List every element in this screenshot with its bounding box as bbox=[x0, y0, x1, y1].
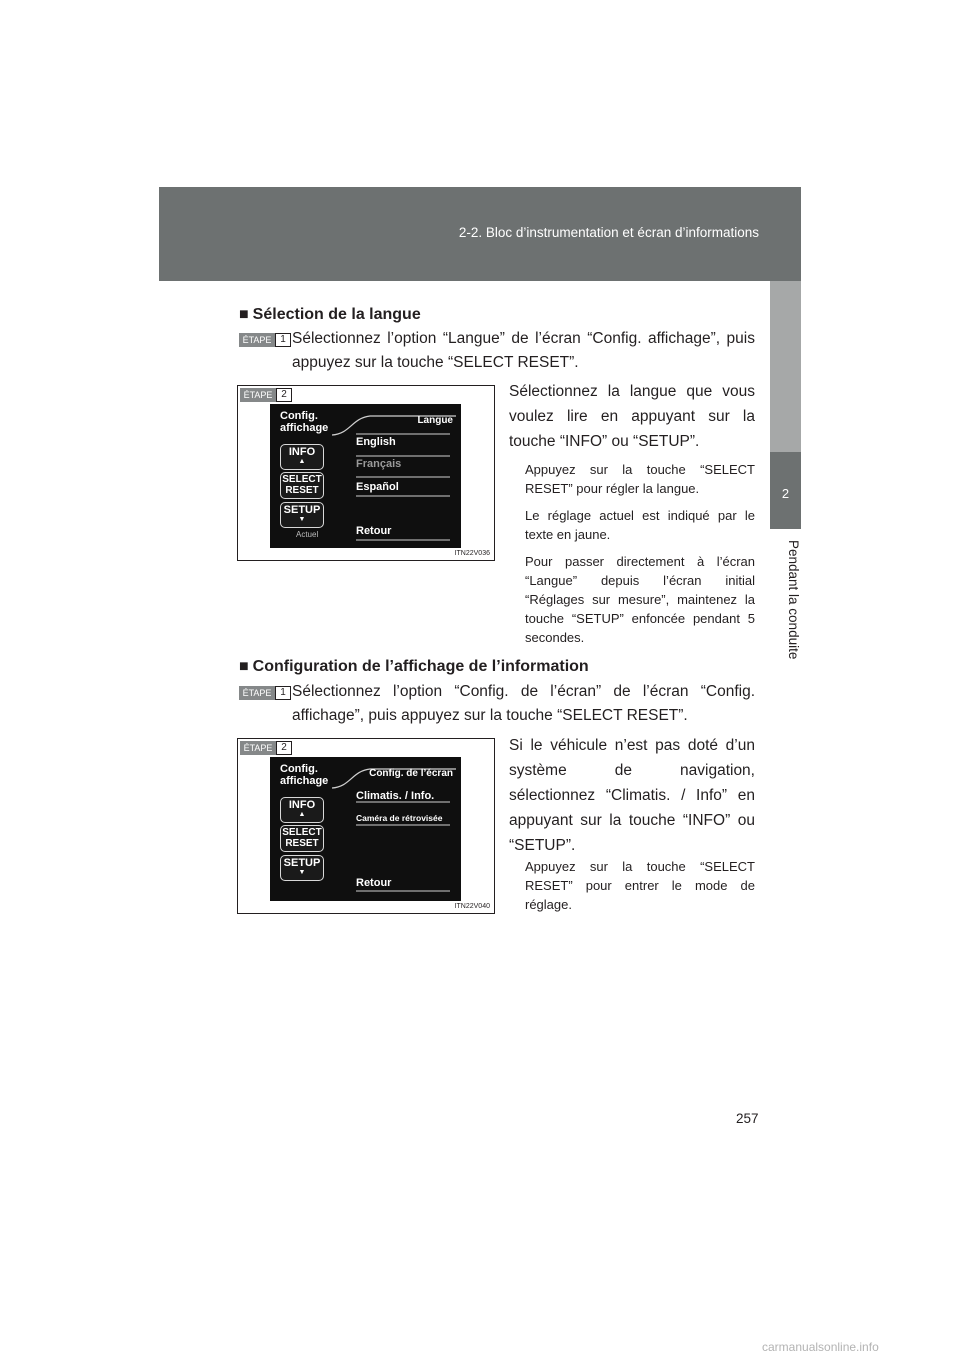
header-band bbox=[159, 187, 801, 281]
note-2: Le réglage actuel est indiqué par le texte en jaune. bbox=[525, 508, 755, 542]
setup-button: SETUP ▼ bbox=[280, 855, 324, 881]
step-2-text: Sélectionnez la langue que vous voulez lire en appuyant sur la touche “INFO” ou “SETUP”. bbox=[509, 383, 755, 450]
select-reset-button: SELECT RESET bbox=[280, 472, 324, 499]
current-label: Actuel bbox=[296, 530, 319, 539]
info-button: INFO ▲ bbox=[280, 444, 324, 470]
section-heading-configuration: ■ Configuration de l’affichage de l’information bbox=[239, 658, 589, 675]
step-badge-1: ÉTAPE 1 bbox=[239, 333, 291, 347]
figure-config-ecran bbox=[237, 738, 495, 914]
figure-langue bbox=[237, 385, 495, 561]
down-arrow-icon: ▼ bbox=[298, 516, 306, 523]
up-arrow-icon: ▲ bbox=[298, 458, 306, 465]
side-tab-label: Pendant la conduite bbox=[786, 540, 801, 660]
screen-title: Config. affichage bbox=[280, 763, 329, 787]
down-arrow-icon: ▼ bbox=[298, 869, 306, 876]
page-number: 257 bbox=[736, 1111, 759, 1126]
section-marker: ■ bbox=[239, 306, 249, 323]
setup-button: SETUP ▼ bbox=[280, 502, 324, 528]
side-tab-number: 2 bbox=[770, 452, 801, 529]
item-espanol: Español bbox=[356, 481, 399, 493]
display-screen bbox=[270, 404, 461, 548]
item-francais: Français bbox=[356, 458, 402, 470]
up-arrow-icon: ▲ bbox=[298, 811, 306, 818]
menu-title: Langue bbox=[417, 415, 453, 426]
note-1: Appuyez sur la touche “SELECT RESET” pour régler la langue. bbox=[525, 462, 755, 496]
step-badge-2b: ÉTAPE 2 bbox=[240, 741, 292, 755]
figure-code: ITN22V040 bbox=[454, 903, 490, 910]
menu-title: Config. de l’écran bbox=[369, 768, 453, 779]
step-1b-text: Sélectionnez l’option “Config. de l’écran” de l’écran “Config. affichage”, puis appuyez sur la touche “SELECT RESET”. bbox=[292, 683, 755, 724]
section-marker: ■ bbox=[239, 658, 249, 675]
watermark: carmanualsonline.info bbox=[762, 1340, 879, 1354]
figure-code: ITN22V036 bbox=[454, 550, 490, 557]
step-2b-text: Si le véhicule n’est pas doté d’un système de navigation, sélectionnez “Climatis. / Info” en appuyant sur la touche “INFO” ou “SETUP”. bbox=[509, 737, 755, 854]
note-3: Pour passer directement à l’écran “Langue” depuis l’écran initial “Réglages sur mesure”, maintenez la touche “SETUP” enfoncée pendant 5 secondes. bbox=[525, 554, 755, 645]
item-retour: Retour bbox=[356, 877, 392, 889]
item-climatis-info: Climatis. / Info. bbox=[356, 790, 435, 802]
chapter-title: 2-2. Bloc d’instrumentation et écran d’informations bbox=[458, 225, 759, 240]
item-english: English bbox=[356, 436, 396, 448]
step-badge-1b: ÉTAPE 1 bbox=[239, 686, 291, 700]
select-reset-button: SELECT RESET bbox=[280, 825, 324, 852]
info-button: INFO ▲ bbox=[280, 797, 324, 823]
step-badge-2: ÉTAPE 2 bbox=[240, 388, 292, 402]
item-camera: Caméra de rétrovisée bbox=[356, 813, 443, 823]
step-1-text: Sélectionnez l’option “Langue” de l’écran “Config. affichage”, puis appuyez sur la touche “SELECT RESET”. bbox=[292, 330, 755, 371]
note-4: Appuyez sur la touche “SELECT RESET” pour entrer le mode de réglage. bbox=[525, 859, 755, 912]
item-retour: Retour bbox=[356, 525, 392, 537]
screen-title: Config. affichage bbox=[280, 410, 329, 434]
display-screen bbox=[270, 757, 461, 901]
section-heading-langue: ■ Sélection de la langue bbox=[239, 306, 421, 323]
